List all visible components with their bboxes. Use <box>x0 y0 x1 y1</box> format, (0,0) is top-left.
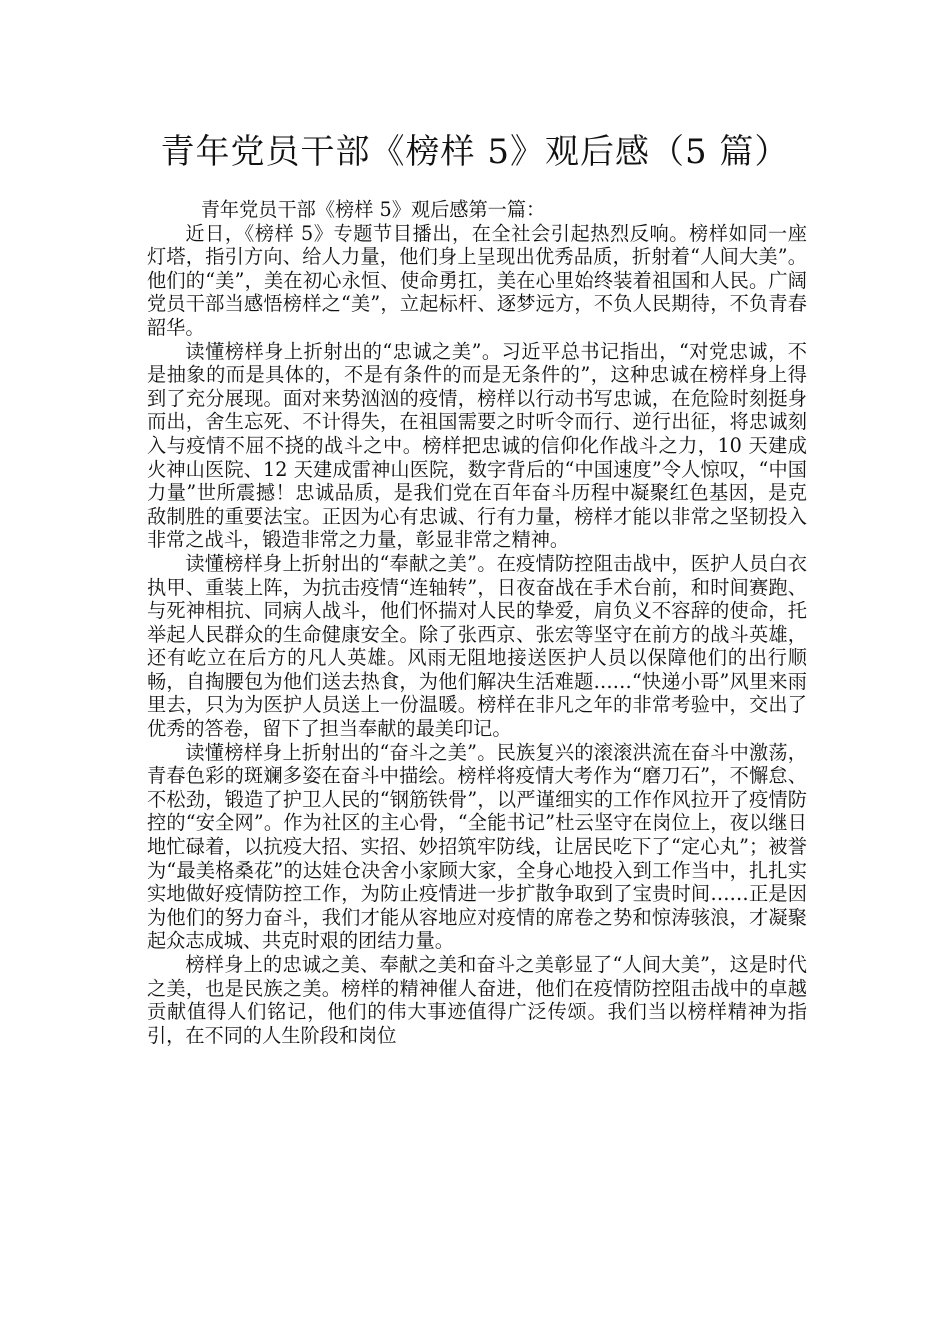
body-paragraph: 读懂榜样身上折射出的“奉献之美”。在疫情防控阻击战中，医护人员白衣执甲、重装上阵，为抗击疫情“连轴转”，日夜奋战在手术台前，和时间赛跑、与死神相抗、同病人战斗，他们怀揣对人民的挚爱，肩负义不容辞的使命，托举起人民群众的生命健康安全。除了张西京、张宏等坚守在前方的战斗英雄，还有屹立在后方的凡人英雄。风雨无阻地接送医护人员以保障他们的出行顺畅，自掏腰包为他们送去热食，为他们解决生活难题……“快递小哥”风里来雨里去，只为为医护人员送上一份温暖。榜样在非凡之年的非常考验中，交出了优秀的答卷，留下了担当奉献的最美印记。 <box>147 551 807 741</box>
document-title: 青年党员干部《榜样 5》观后感（5 篇） <box>160 132 790 172</box>
body-paragraph: 榜样身上的忠诚之美、奉献之美和奋斗之美彰显了“人间大美”，这是时代之美，也是民族之美。榜样的精神催人奋进，他们在疫情防控阻击战中的卓越贡献值得人们铭记，他们的伟大事迹值得广泛传颂。我们当以榜样精神为指引，在不同的人生阶段和岗位 <box>147 953 807 1047</box>
document-body <box>147 198 807 1047</box>
body-paragraph: 读懂榜样身上折射出的“忠诚之美”。习近平总书记指出，“对党忠诚，不是抽象的而是具体的，不是有条件的而是无条件的”，这种忠诚在榜样身上得到了充分展现。面对来势汹汹的疫情，榜样以行动书写忠诚，在危险时刻挺身而出，舍生忘死、不计得失，在祖国需要之时听令而行、逆行出征，将忠诚刻入与疫情不屈不挠的战斗之中。榜样把忠诚的信仰化作战斗之力，10 天建成火神山医院、12 天建成雷神山医院，数字背后的“中国速度”令人惊叹，“中国力量”世所震撼！忠诚品质，是我们党在百年奋斗历程中凝聚红色基因，是克敌制胜的重要法宝。正因为心有忠诚、行有力量，榜样才能以非常之坚韧投入非常之战斗，锻造非常之力量，彰显非常之精神。 <box>147 339 807 552</box>
section-heading: 青年党员干部《榜样 5》观后感第一篇： <box>200 198 546 221</box>
body-paragraph: 近日，《榜样 5》专题节目播出，在全社会引起热烈反响。榜样如同一座灯塔，指引方向、给人力量，他们身上呈现出优秀品质，折射着“人间大美”。他们的“美”，美在初心永恒、使命勇扛，美在心里始终装着祖国和人民。广阔党员干部当感悟榜样之“美”，立起标杆、逐梦远方，不负人民期待，不负青春韶华。 <box>147 221 807 339</box>
body-paragraph: 读懂榜样身上折射出的“奋斗之美”。民族复兴的滚滚洪流在奋斗中激荡，青春色彩的斑斓多姿在奋斗中描绘。榜样将疫情大考作为“磨刀石”，不懈怠、不松劲，锻造了护卫人民的“钢筋铁骨”，以严谨细实的工作作风拉开了疫情防控的“安全网”。作为社区的主心骨，“全能书记”杜云坚守在岗位上，夜以继日地忙碌着，以抗疫大招、实招、妙招筑牢防线，让居民吃下了“定心丸”；被誉为“最美格桑花”的达娃仓决舍小家顾大家，全身心地投入到工作当中，扎扎实实地做好疫情防控工作，为防止疫情进一步扩散争取到了宝贵时间……正是因为他们的努力奋斗，我们才能从容地应对疫情的席卷之势和惊涛骇浪，才凝聚起众志成城、共克时艰的团结力量。 <box>147 740 807 953</box>
